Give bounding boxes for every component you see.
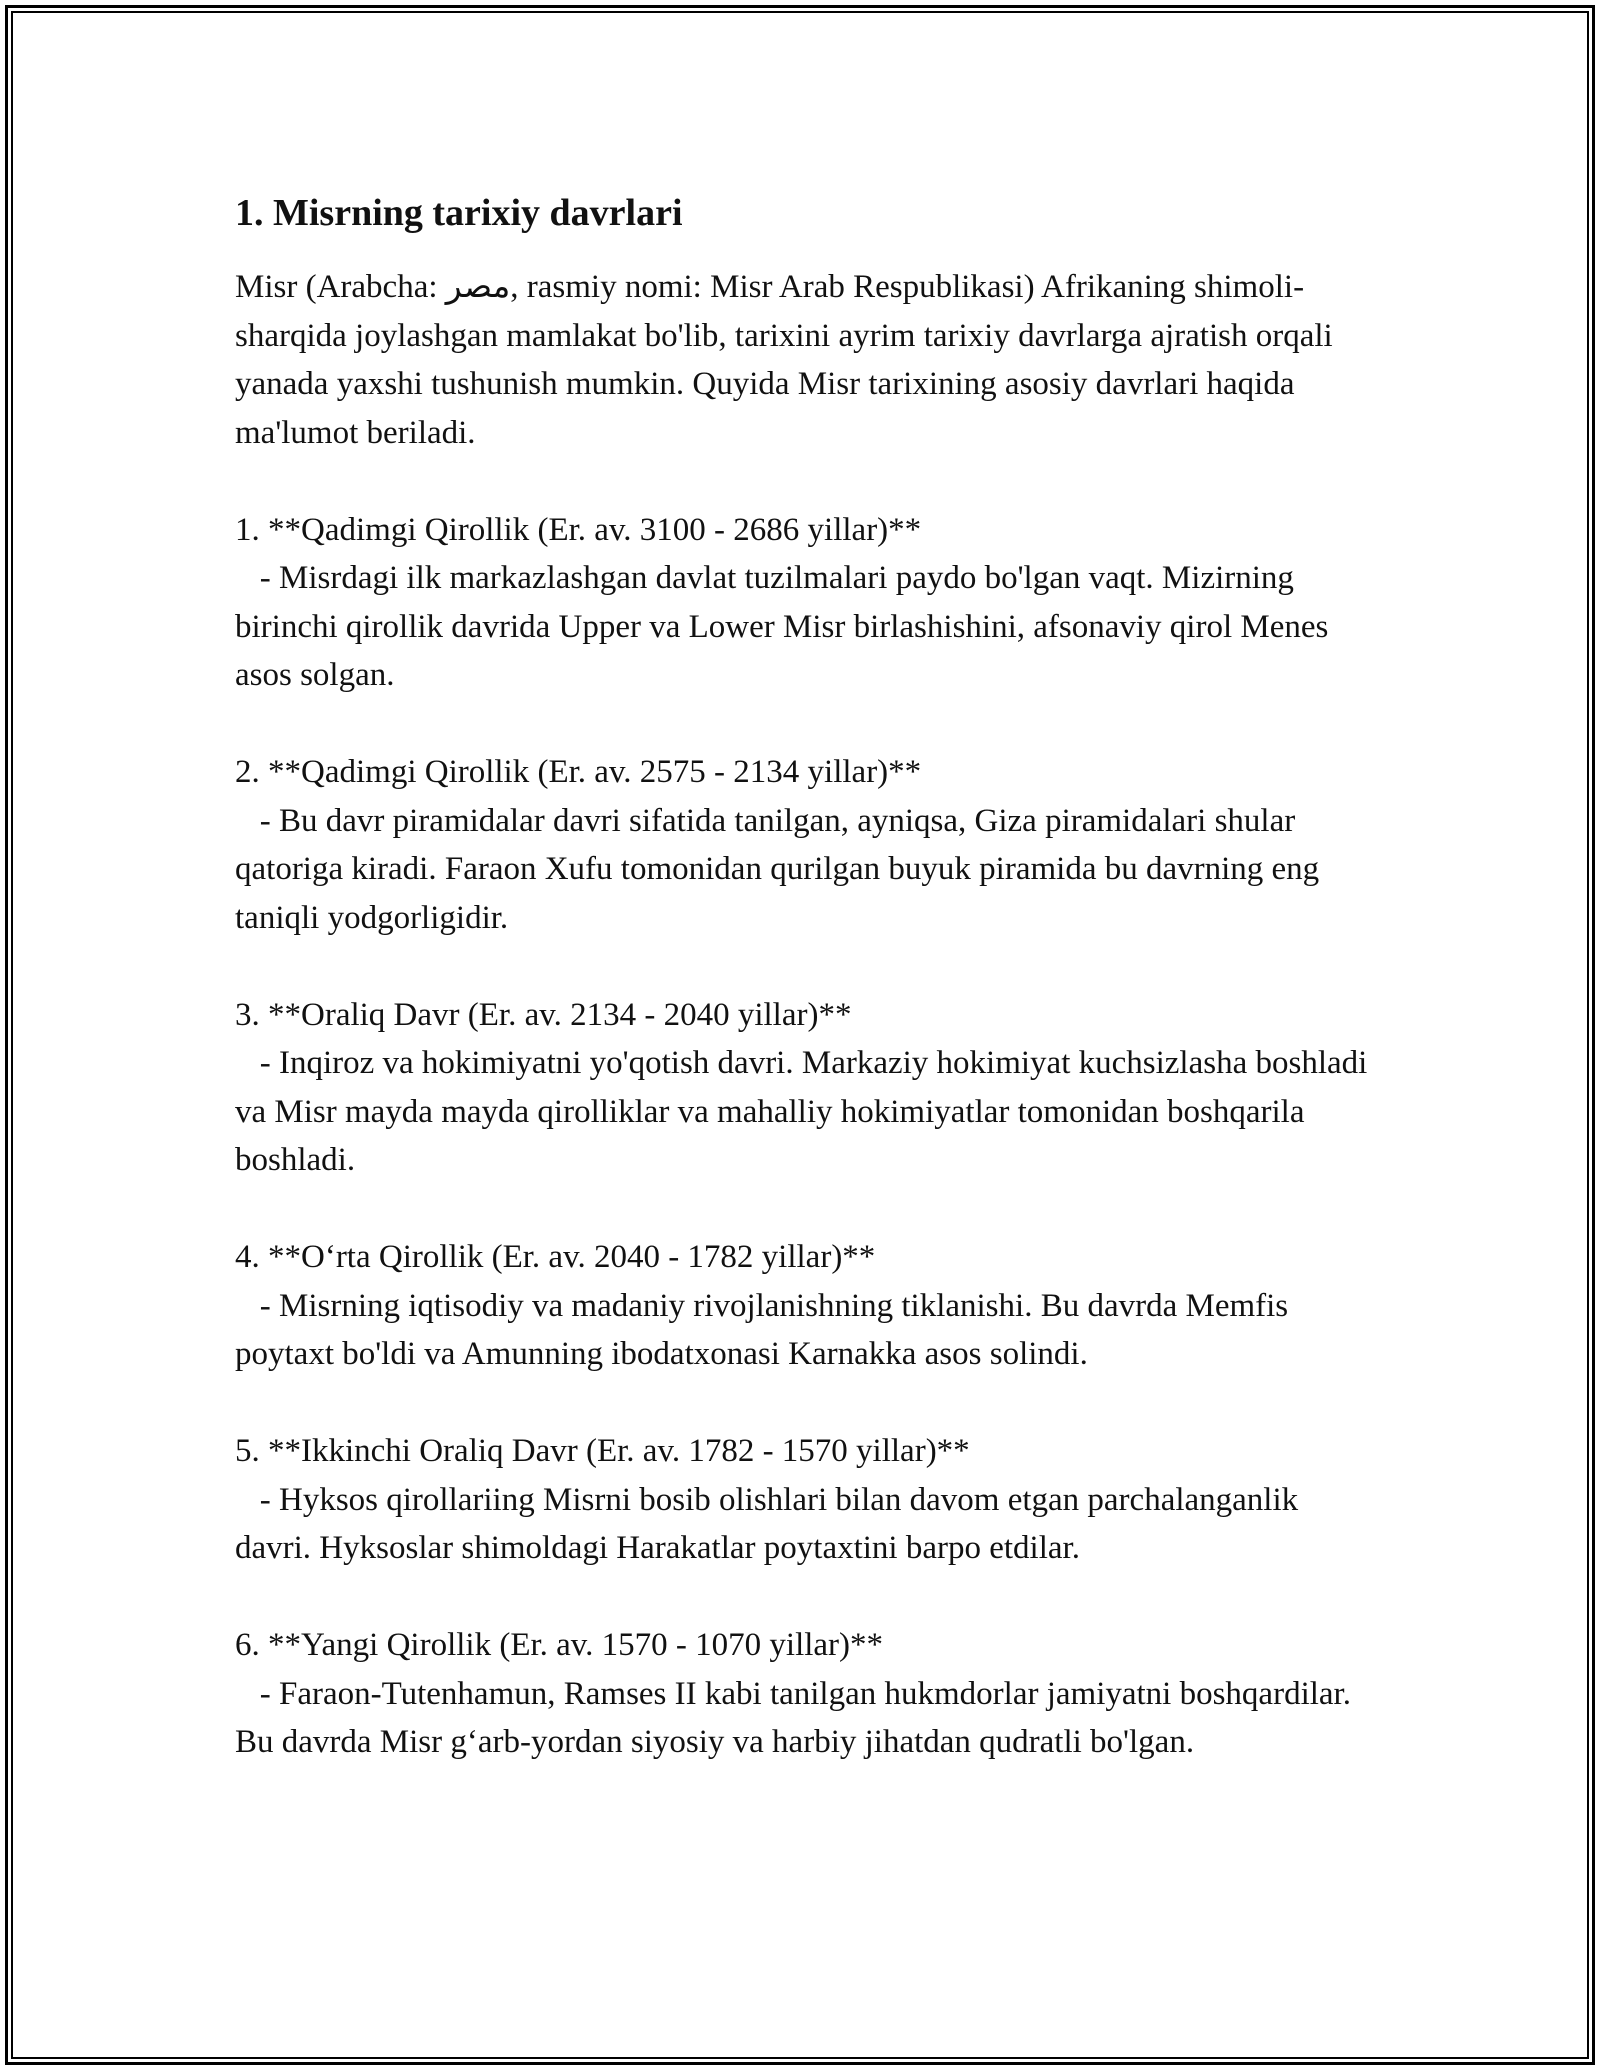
period-description: - Misrdagi ilk markazlashgan davlat tuzilmalari paydo bo'lgan vaqt. Mizirning birinchi qirollik davrida Upper va Lower Misr birlashishini, afsonaviy qirol Menes asos solgan. [235, 560, 1337, 693]
document-title: 1. Misrning tarixiy davrlari [235, 192, 683, 234]
period-description: - Faraon-Tutenhamun, Ramses II kabi tanilgan hukmdorlar jamiyatni boshqardilar. Bu davrda Misr g‘arb-yordan siyosiy va harbiy jihatdan qudratli bo'lgan. [235, 1675, 1360, 1760]
period-description: - Inqiroz va hokimiyatni yo'qotish davri. Markaziy hokimiyat kuchsizlasha boshladi va Misr mayda mayda qirolliklar va mahalliy hokimiyatlar tomonidan boshqarila boshladi. [235, 1045, 1376, 1178]
period-section-5 [235, 1427, 1375, 1573]
period-section-3 [235, 991, 1375, 1185]
period-description: - Hyksos qirollariing Misrni bosib olishlari bilan davom etgan parchalanganlik davri. Hyksoslar shimoldagi Harakatlar poytaxtini barpo etdilar. [235, 1481, 1307, 1566]
period-description: - Misrning iqtisodiy va madaniy rivojlanishning tiklanishi. Bu davrda Memfis poytaxt bo'ldi va Amunning ibodatxonasi Karnakka asos solindi. [235, 1287, 1297, 1372]
period-heading: 1. **Qadimgi Qirollik (Er. av. 3100 - 2686 yillar)** [235, 511, 922, 548]
document-body [235, 185, 1375, 1767]
period-description: - Bu davr piramidalar davri sifatida tanilgan, ayniqsa, Giza piramidalari shular qatoriga kiradi. Faraon Xufu tomonidan qurilgan buyuk piramida bu davrning eng taniqli yodgorligidir. [235, 802, 1328, 936]
period-heading: 3. **Oraliq Davr (Er. av. 2134 - 2040 yillar)** [235, 996, 852, 1033]
period-section-6 [235, 1621, 1375, 1767]
period-heading: 6. **Yangi Qirollik (Er. av. 1570 - 1070 yillar)** [235, 1627, 884, 1663]
period-heading: 5. **Ikkinchi Oraliq Davr (Er. av. 1782 - 1570 yillar)** [235, 1433, 970, 1469]
period-section-4 [235, 1233, 1375, 1379]
period-section-2 [235, 748, 1375, 942]
intro-paragraph: Misr (Arabcha: مصر, rasmiy nomi: Misr Arab Respublikasi) Afrikaning shimoli-sharqida joylashgan mamlakat bo'lib, tarixini ayrim tarixiy davrlarga ajratish orqali yanada yaxshi tushunish mumkin. Quyida Misr tarixining asosiy davrlari haqida ma'lumot beriladi. [235, 269, 1333, 451]
period-heading: 4. **O‘rta Qirollik (Er. av. 2040 - 1782 yillar)** [235, 1239, 876, 1275]
period-heading: 2. **Qadimgi Qirollik (Er. av. 2575 - 2134 yillar)** [235, 754, 922, 790]
period-section-1 [235, 506, 1375, 700]
